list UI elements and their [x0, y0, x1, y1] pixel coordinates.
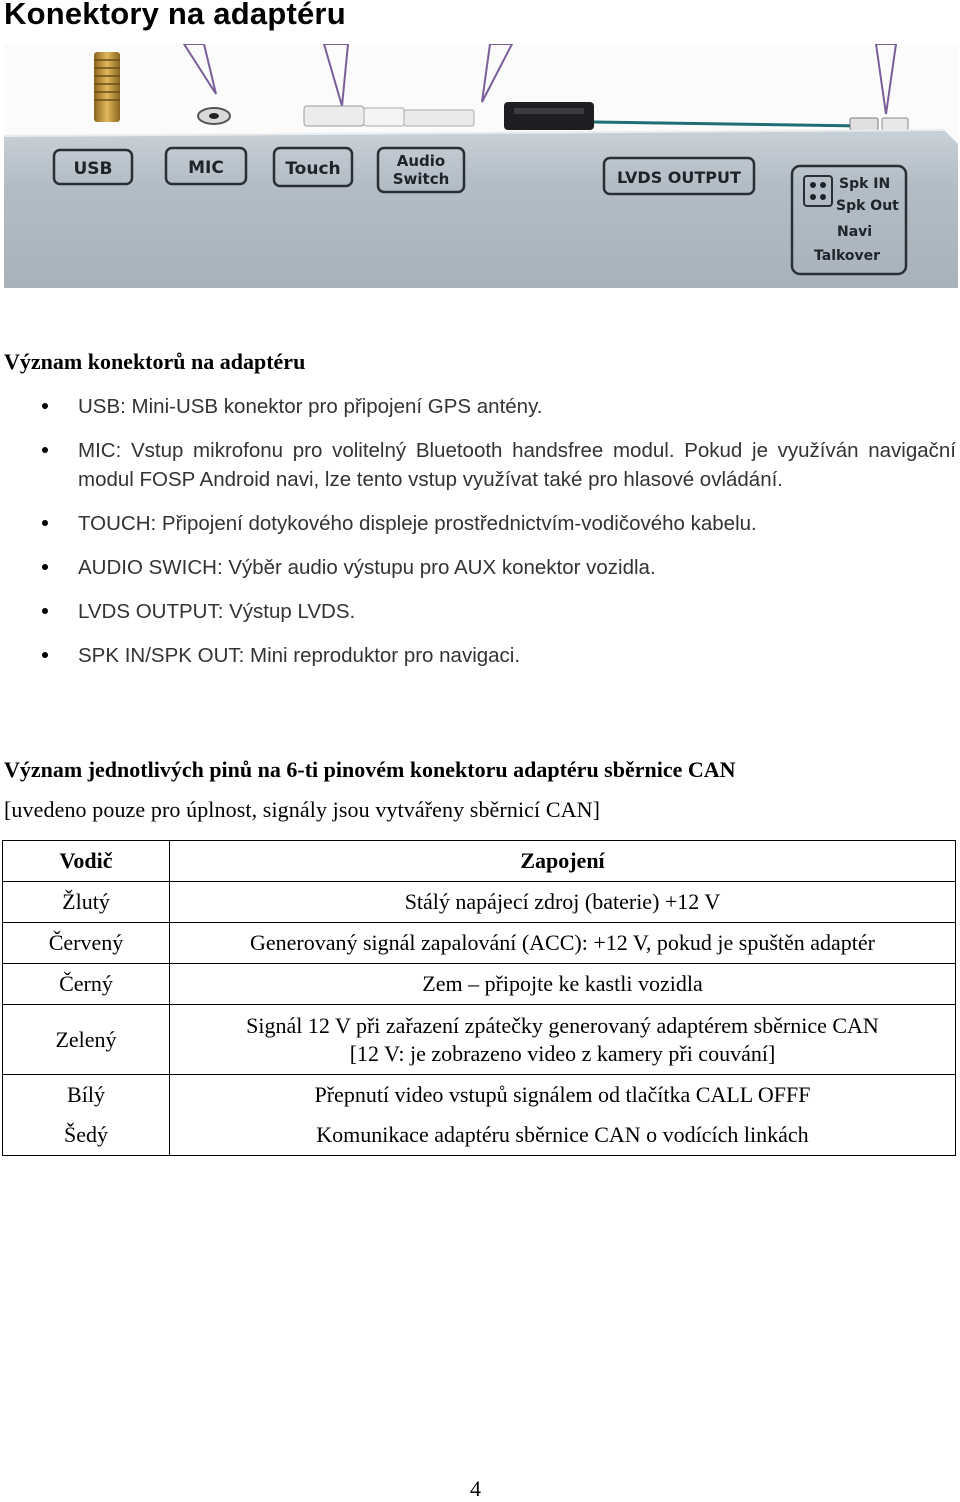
table-header-row [3, 841, 956, 882]
table-cell: Černý [3, 964, 170, 1005]
pointer-triangle [482, 44, 512, 102]
list-item: AUDIO SWICH: Výběr audio výstupu pro AUX konektor vozidla. [0, 553, 958, 582]
section-heading-connectors: Význam konektorů na adaptéru [4, 349, 306, 374]
section-heading-can-pins: Význam jednotlivých pinů na 6-ti pinovém konektoru adaptéru sběrnice CAN [4, 757, 736, 782]
page-number: 4 [470, 1476, 481, 1501]
table-cell: Zelený [3, 1005, 170, 1075]
pointer-triangle [876, 44, 896, 114]
speaker-connector [850, 118, 878, 130]
table-cell-line: Bílý [67, 1082, 105, 1107]
list-item: MIC: Vstup mikrofonu pro volitelný Bluetooth handsfree modul. Pokud je využíván navigační modul FOSP Android navi, lze tento vstup využívat také pro hlasové ovládání. [0, 436, 958, 494]
table-row [3, 1075, 956, 1156]
table-cell: Zem – připojte ke kastli vozidla [170, 964, 956, 1005]
spk-in-label: Spk IN [839, 176, 891, 192]
lvds-label: LVDS OUTPUT [617, 168, 741, 187]
table-row [3, 882, 956, 923]
touch-connector [304, 106, 364, 126]
table-cell [3, 1075, 170, 1156]
pointer-triangle [184, 44, 216, 94]
table-cell [170, 1075, 956, 1156]
adapter-photo [4, 44, 958, 288]
table-cell: Generovaný signál zapalování (ACC): +12 V, pokud je spuštěn adaptér [170, 923, 956, 964]
list-item: USB: Mini-USB konektor pro připojení GPS antény. [0, 392, 958, 421]
audio-label-line1: Audio [396, 152, 446, 170]
lvds-connector [504, 102, 594, 130]
can-note: [uvedeno pouze pro úplnost, signály jsou vytvářeny sběrnicí CAN] [4, 797, 601, 822]
table-cell [170, 1005, 956, 1075]
table-cell-line: Přepnutí video vstupů signálem od tlačítka CALL OFFF [314, 1082, 811, 1107]
table-header: Vodič [3, 841, 170, 882]
table-header: Zapojení [170, 841, 956, 882]
spk-out-label: Spk Out [836, 198, 899, 214]
touch-label: Touch [285, 159, 341, 179]
audio-label-line2: Switch [392, 170, 450, 188]
can-pin-table [2, 840, 956, 1156]
table-row [3, 1005, 956, 1075]
adapter-panel [4, 130, 958, 288]
antenna-connector [94, 52, 120, 122]
table-cell-line: [12 V: je zobrazeno video z kamery při couvání] [349, 1040, 776, 1066]
list-item: SPK IN/SPK OUT: Mini reproduktor pro navigaci. [0, 641, 958, 670]
table-cell-line: Signál 12 V při zařazení zpátečky generovaný adaptérem sběrnice CAN [246, 1012, 879, 1038]
pointer-triangle [324, 44, 348, 106]
table-cell: Červený [3, 923, 170, 964]
table-row [3, 964, 956, 1005]
talkover-label: Talkover [814, 248, 881, 264]
table-cell: Žlutý [3, 882, 170, 923]
mic-label: MIC [188, 158, 224, 178]
list-item: TOUCH: Připojení dotykového displeje prostřednictvím-vodičového kabelu. [0, 509, 958, 538]
connector-list [0, 392, 958, 685]
list-item: LVDS OUTPUT: Výstup LVDS. [0, 597, 958, 626]
navi-label: Navi [837, 224, 873, 240]
table-cell-line: Šedý [64, 1122, 108, 1147]
page-title: Konektory na adaptéru [4, 0, 346, 31]
usb-label: USB [73, 159, 113, 179]
table-cell: Stálý napájecí zdroj (baterie) +12 V [170, 882, 956, 923]
table-row [3, 923, 956, 964]
table-cell-line: Komunikace adaptéru sběrnice CAN o vodících linkách [316, 1122, 809, 1147]
